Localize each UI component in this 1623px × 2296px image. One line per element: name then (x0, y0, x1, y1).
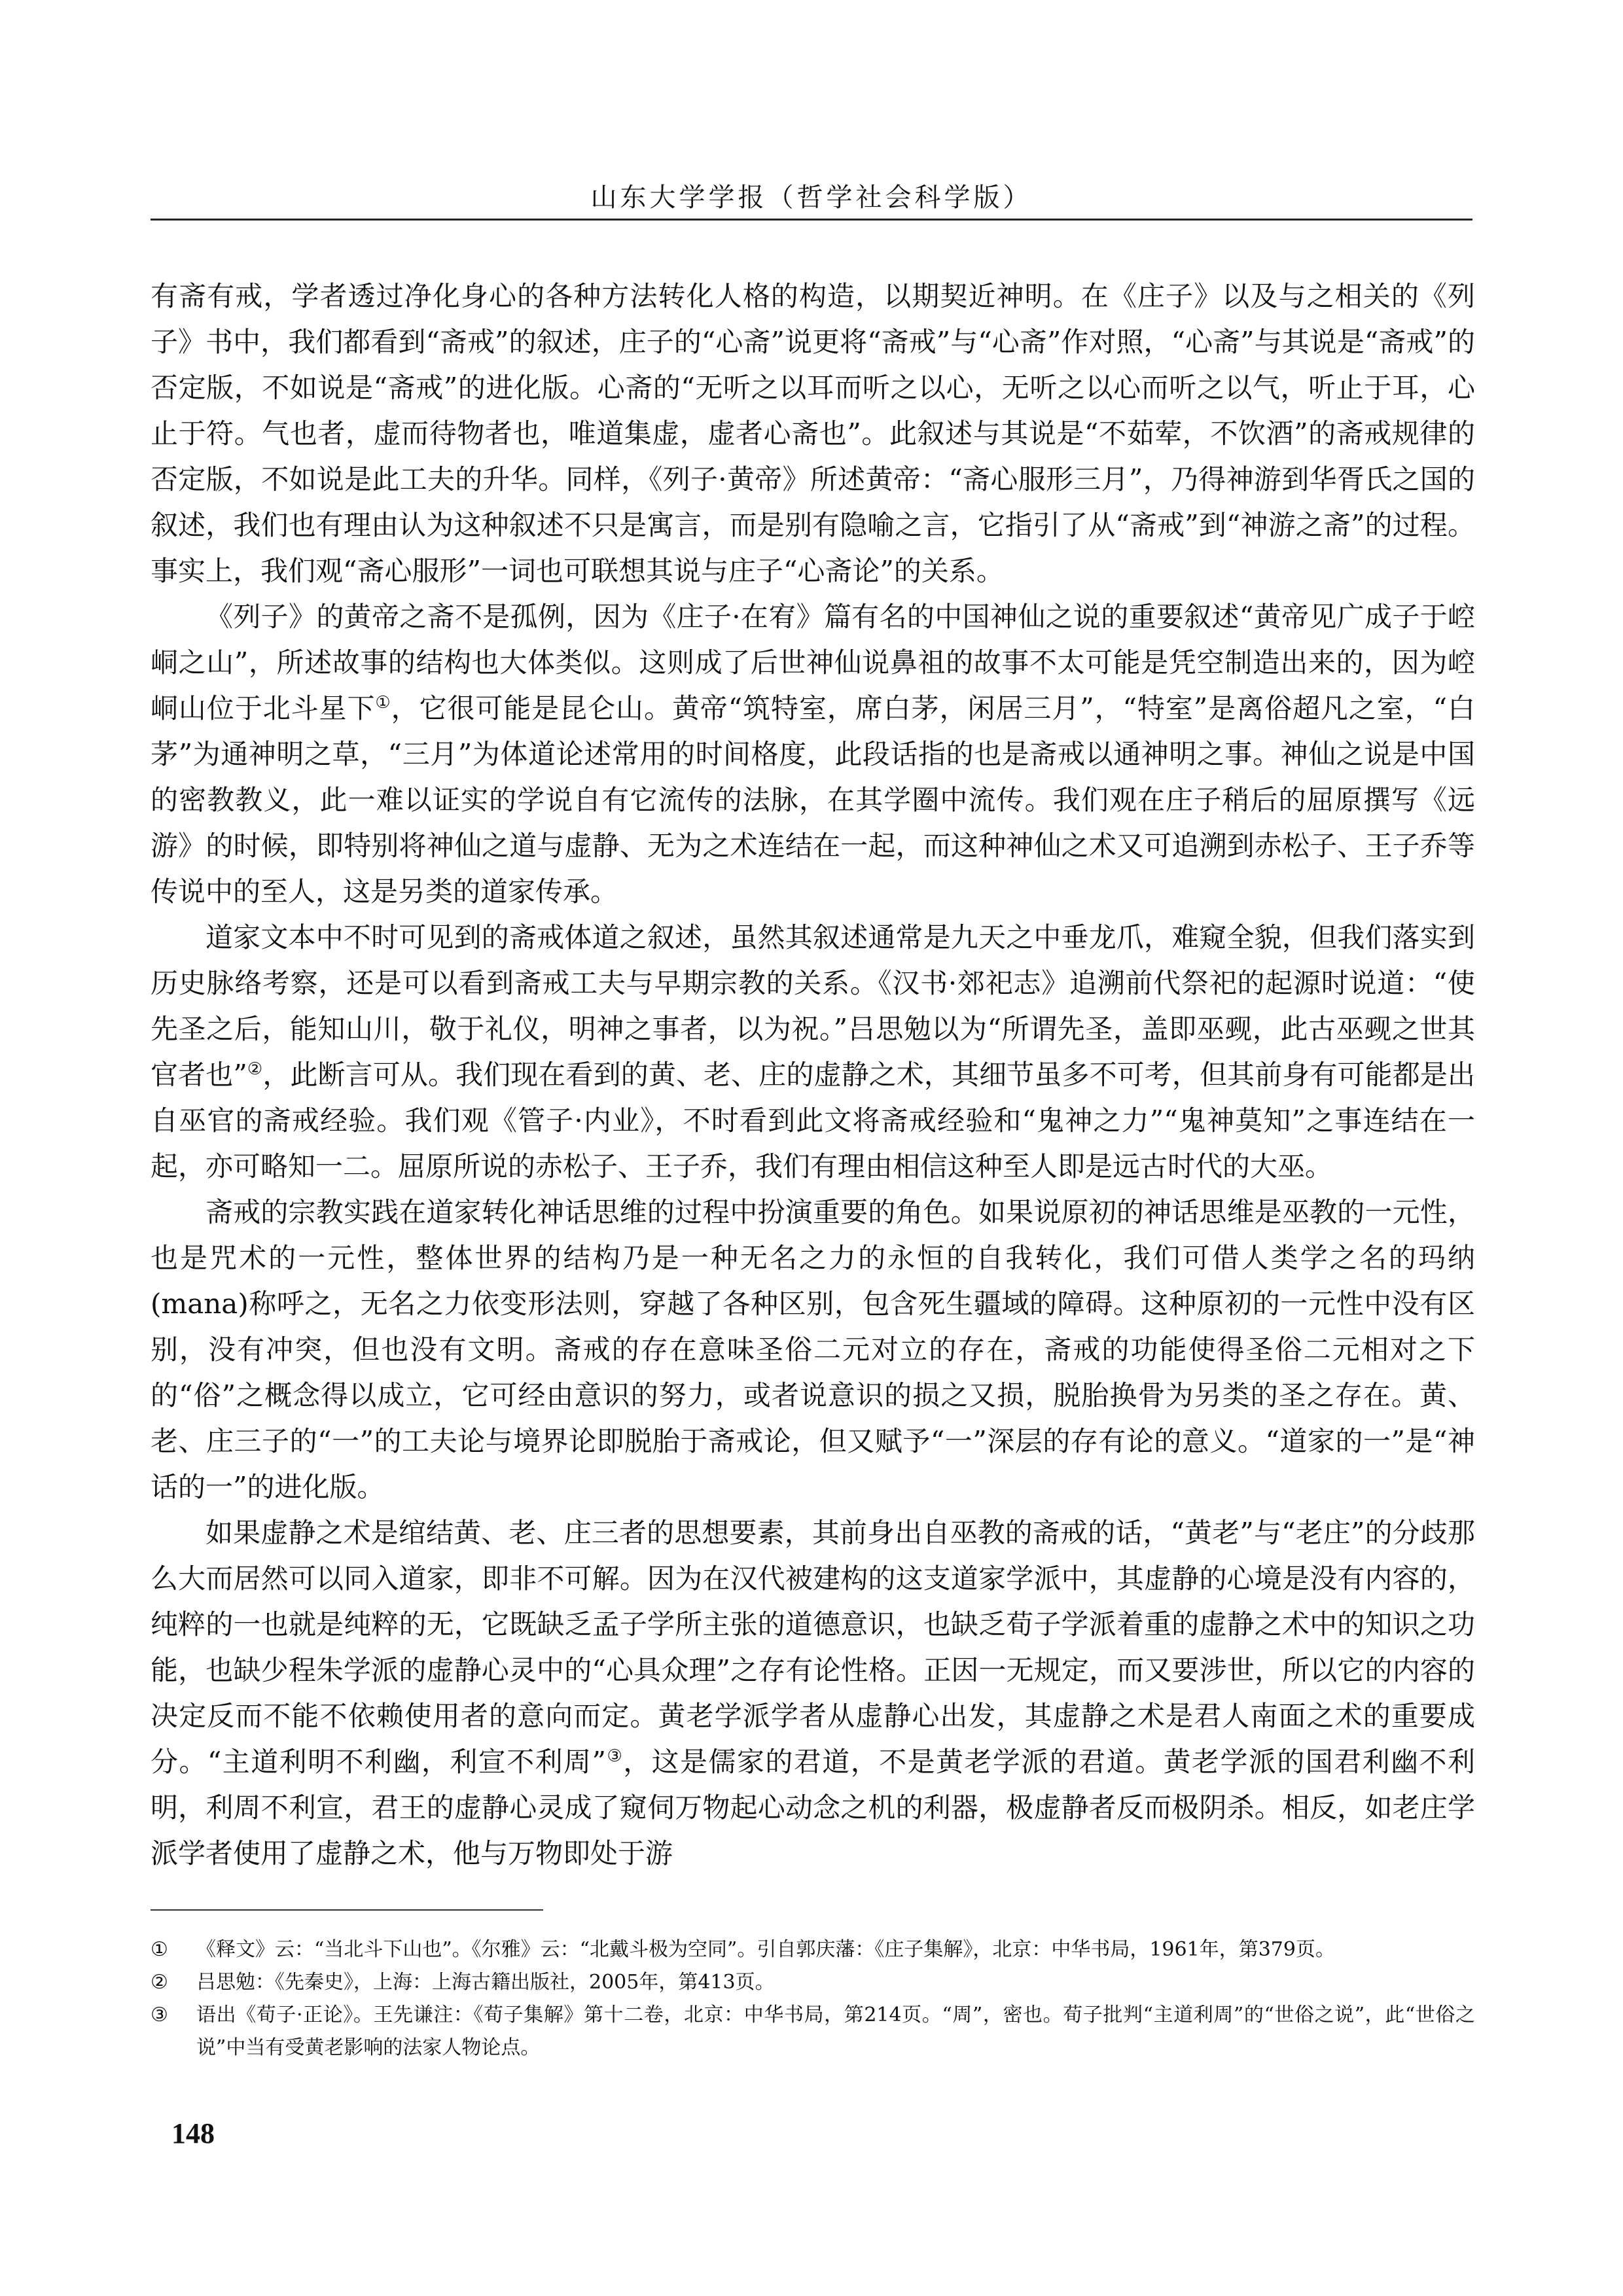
footnote-rule (151, 1909, 543, 1911)
footnotes (151, 1934, 1475, 2064)
footnote-text: 吕思勉：《先秦史》，上海：上海古籍出版社，2005年，第413页。 (196, 1971, 775, 1994)
footnote-mark: ③ (151, 2004, 168, 2026)
paragraph-5: 如果虚静之术是绾结黄、老、庄三者的思想要素，其前身出自巫教的斋戒的话，“黄老”与“老庄”的分歧那么大而居然可以同入道家，即非不可解。因为在汉代被建构的这支道家学派中，其虚静的心境是没有内容的，纯粹的一也就是纯粹的无，它既缺乏孟子学所主张的道德意识，也缺乏荀子学派着重的虚静之术中的知识之功能，也缺少程朱学派的虚静心灵中的“心具众理”之存有论性格。正因一无规定，而又要涉世，所以它的内容的决定反而不能不依赖使用者的意向而定。黄老学派学者从虚静心出发，其虚静之术是君人南面之术的重要成分。“主道利明不利幽，利宣不利周”③，这是儒家的君道，不是黄老学派的君道。黄老学派的国君利幽不利明，利周不利宣，君王的虚静心灵成了窥伺万物起心动念之机的利器，极虚静者反而极阴杀。相反，如老庄学派学者使用了虚静之术，他与万物即处于游 (151, 1517, 1475, 1869)
footnote-ref-1[interactable]: ① (375, 693, 391, 713)
journal-title: 山东大学学报（哲学社会科学版） (590, 183, 1033, 213)
footnote-text: 《释文》云：“当北斗下山也”。《尔雅》云：“北戴斗极为空同”。引自郭庆藩：《庄子集解》，北京：中华书局，1961年，第379页。 (196, 1938, 1335, 1961)
footnote-text: 语出《荀子·正论》。王先谦注：《荀子集解》第十二卷，北京：中华书局，第214页。“周”，密也。荀子批判“主道利周”的“世俗之说”，此“世俗之说”中当有受黄老影响的法家人物论点。 (196, 2004, 1475, 2059)
page-number: 148 (171, 2117, 215, 2149)
paragraph-3: 道家文本中不时可见到的斋戒体道之叙述，虽然其叙述通常是九天之中垂龙爪，难窥全貌，但我们落实到历史脉络考察，还是可以看到斋戒工夫与早期宗教的关系。《汉书·郊祀志》追溯前代祭祀的起源时说道：“使先圣之后，能知山川，敬于礼仪，明神之事者，以为祝。”吕思勉以为“所谓先圣，盖即巫觋，此古巫觋之世其官者也”②，此断言可从。我们现在看到的黄、老、庄的虚静之术，其细节虽多不可考，但其前身有可能都是出自巫官的斋戒经验。我们观《管子·内业》，不时看到此文将斋戒经验和“鬼神之力”“鬼神莫知”之事连结在一起，亦可略知一二。屈原所说的赤松子、王子乔，我们有理由相信这种至人即是远古时代的大巫。 (151, 921, 1475, 1182)
paragraph-2: 《列子》的黄帝之斋不是孤例，因为《庄子·在宥》篇有名的中国神仙之说的重要叙述“黄帝见广成子于崆峒之山”，所述故事的结构也大体类似。这则成了后世神仙说鼻祖的故事不太可能是凭空制造出来的，因为崆峒山位于北斗星下①，它很可能是昆仑山。黄帝“筑特室，席白茅，闲居三月”，“特室”是离俗超凡之室，“白茅”为通神明之草，“三月”为体道论述常用的时间格度，此段话指的也是斋戒以通神明之事。神仙之说是中国的密教教义，此一难以证实的学说自有它流传的法脉，在其学圈中流传。我们观在庄子稍后的屈原撰写《远游》的时候，即特别将神仙之道与虚静、无为之术连结在一起，而这种神仙之术又可追溯到赤松子、王子乔等传说中的至人，这是另类的道家传承。 (151, 601, 1475, 908)
article-body (151, 274, 1475, 1877)
footnote-mark: ② (151, 1971, 168, 1994)
paragraph-1: 有斋有戒，学者透过净化身心的各种方法转化人格的构造，以期契近神明。在《庄子》以及与之相关的《列子》书中，我们都看到“斋戒”的叙述，庄子的“心斋”说更将“斋戒”与“心斋”作对照，“心斋”与其说是“斋戒”的否定版，不如说是“斋戒”的进化版。心斋的“无听之以耳而听之以心，无听之以心而听之以气，听止于耳，心止于符。气也者，虚而待物者也，唯道集虚，虚者心斋也”。此叙述与其说是“不茹荤，不饮酒”的斋戒规律的否定版，不如说是此工夫的升华。同样，《列子·黄帝》所述黄帝：“斋心服形三月”，乃得神游到华胥氏之国的叙述，我们也有理由认为这种叙述不只是寓言，而是别有隐喻之言，它指引了从“斋戒”到“神游之斋”的过程。事实上，我们观“斋心服形”一词也可联想其说与庄子“心斋论”的关系。 (151, 280, 1475, 587)
footnote-3 (151, 1999, 1475, 2064)
footnote-1 (151, 1934, 1475, 1966)
paragraph-4: 斋戒的宗教实践在道家转化神话思维的过程中扮演重要的角色。如果说原初的神话思维是巫教的一元性，也是咒术的一元性，整体世界的结构乃是一种无名之力的永恒的自我转化，我们可借人类学之名的玛纳(mana)称呼之，无名之力依变形法则，穿越了各种区别，包含死生疆域的障碍。这种原初的一元性中没有区别，没有冲突，但也没有文明。斋戒的存在意味圣俗二元对立的存在，斋戒的功能使得圣俗二元相对之下的“俗”之概念得以成立，它可经由意识的努力，或者说意识的损之又损，脱胎换骨为另类的圣之存在。黄、老、庄三子的“一”的工夫论与境界论即脱胎于斋戒论，但又赋予“一”深层的存有论的意义。“道家的一”是“神话的一”的进化版。 (151, 1196, 1475, 1503)
footnote-mark: ① (151, 1938, 168, 1961)
footnote-ref-3[interactable]: ③ (606, 1746, 624, 1766)
footnote-ref-2[interactable]: ② (247, 1059, 263, 1079)
footnote-2 (151, 1966, 1475, 1999)
header-rule (151, 219, 1472, 221)
